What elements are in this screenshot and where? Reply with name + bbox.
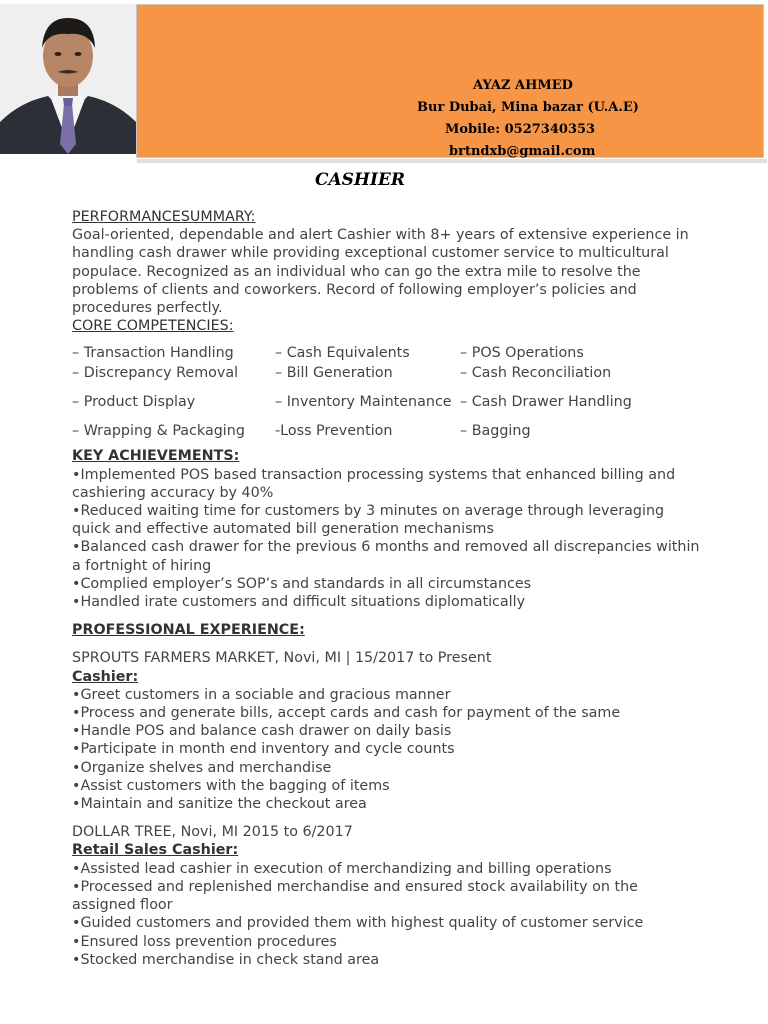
competency-item: – Cash Equivalents <box>275 345 410 362</box>
summary-heading: PERFORMANCESUMMARY: <box>72 209 256 225</box>
competency-item: – Transaction Handling <box>72 345 234 362</box>
summary-text: Goal-oriented, dependable and alert Cashier with 8+ years of extensive experience in handling cash drawer while providing exceptional customer service to multicultural populace. Recognized as an individual who can go the extra mile to resolve the problems of clients and coworkers. Record of following employer’s policies and procedures perfectly. <box>72 227 689 317</box>
list-item: • Ensured loss prevention procedures <box>72 933 702 951</box>
competency-item: – Inventory Maintenance <box>275 394 452 411</box>
competency-item: – POS Operations <box>460 345 584 362</box>
competency-item: – Discrepancy Removal <box>72 365 239 382</box>
achievements-list <box>72 466 702 612</box>
mobile: Mobile: 0527340353 <box>445 122 596 137</box>
list-item: • Implemented POS based transaction processing systems that enhanced billing and cashiering accuracy by 40% <box>72 466 702 502</box>
list-item: • Assisted lead cashier in execution of merchandizing and billing operations <box>72 860 702 878</box>
employer-line: SPROUTS FARMERS MARKET, Novi, MI | 15/2017 to Present <box>72 650 492 667</box>
address: Bur Dubai, Mina bazar (U.A.E) <box>417 100 639 115</box>
list-item: • Handled irate customers and difficult situations diplomatically <box>72 593 702 611</box>
profile-photo <box>0 4 136 154</box>
competency-item: – Cash Reconciliation <box>460 365 612 382</box>
competency-item: – Wrapping & Packaging <box>72 423 245 440</box>
list-item: • Balanced cash drawer for the previous 6 months and removed all discrepancies within a fortnight of hiring <box>72 538 702 574</box>
list-item: • Stocked merchandise in check stand area <box>72 951 702 969</box>
competency-row <box>72 343 632 363</box>
competency-row <box>72 421 632 441</box>
experience-heading: PROFESSIONAL EXPERIENCE: <box>72 622 305 639</box>
list-item: • Assist customers with the bagging of items <box>72 777 702 795</box>
job-title: CASHIER <box>314 170 406 190</box>
duties-list <box>72 686 702 813</box>
competency-item: – Product Display <box>72 394 196 411</box>
competencies-heading: CORE COMPETENCIES: <box>72 318 234 335</box>
list-item: • Maintain and sanitize the checkout area <box>72 795 702 813</box>
employer-line: DOLLAR TREE, Novi, MI 2015 to 6/2017 <box>72 824 353 841</box>
role-title: Cashier: <box>72 668 139 685</box>
email: brtndxb@gmail.com <box>449 144 596 159</box>
competencies-table <box>72 343 632 441</box>
list-item: • Complied employer’s SOP’s and standards in all circumstances <box>72 575 702 593</box>
candidate-name: AYAZ AHMED <box>473 78 573 93</box>
duties-list <box>72 860 702 969</box>
list-item: • Processed and replenished merchandise and ensured stock availability on the assigned floor <box>72 878 702 914</box>
competency-row <box>72 363 632 383</box>
resume-body <box>72 208 702 969</box>
competency-item: – Bagging <box>460 423 531 440</box>
role-title: Retail Sales Cashier: <box>72 842 239 859</box>
competency-item: -Loss Prevention <box>275 423 393 440</box>
list-item: • Greet customers in a sociable and gracious manner <box>72 686 702 704</box>
list-item: • Guided customers and provided them with highest quality of customer service <box>72 914 702 932</box>
achievements-heading: KEY ACHIEVEMENTS: <box>72 448 240 465</box>
contact-block <box>137 75 763 163</box>
header-banner <box>136 4 764 158</box>
list-item: • Participate in month end inventory and cycle counts <box>72 740 702 758</box>
list-item: • Reduced waiting time for customers by 3 minutes on average through leveraging quick and effective automated bill generation mechanisms <box>72 502 702 538</box>
list-item: • Handle POS and balance cash drawer on daily basis <box>72 722 702 740</box>
competency-item: – Cash Drawer Handling <box>460 394 632 411</box>
competency-item: – Bill Generation <box>275 365 393 382</box>
list-item: • Organize shelves and merchandise <box>72 759 702 777</box>
list-item: • Process and generate bills, accept cards and cash for payment of the same <box>72 704 702 722</box>
competency-row <box>72 383 632 421</box>
